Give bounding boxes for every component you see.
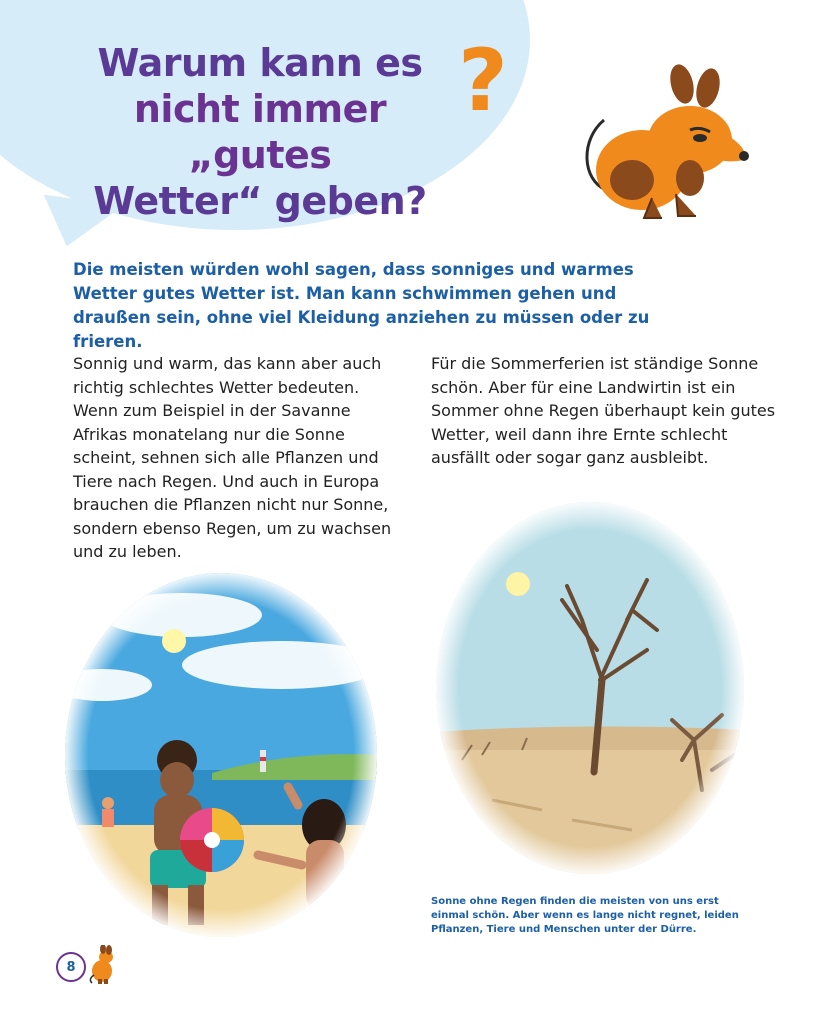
page-title	[60, 40, 460, 224]
mouse-character-illustration	[572, 60, 762, 230]
image-caption: Sonne ohne Regen finden die meisten von uns erst einmal schön. Aber wenn es lange nicht regnet, leiden Pflanzen, Tiere und Menschen unter der Dürre.	[431, 896, 739, 935]
body-text-right: Für die Sommerferien ist ständige Sonne schön. Aber für eine Landwirtin ist ein Sommer ohne Regen überhaupt kein gutes Wetter, weil dann ihre Ernte schlecht ausfällt oder sogar ganz ausbleibt.	[431, 354, 776, 467]
mouse-icon	[86, 945, 116, 985]
title-line-1: Warum kann es	[97, 41, 423, 85]
question-mark-icon: ?	[458, 31, 508, 131]
title-line-3: Wetter“ geben?	[93, 179, 427, 223]
body-text-left: Sonnig und warm, das kann aber auch richtig schlechtes Wetter bedeuten. Wenn zum Beispiel in der Savanne Afrikas monatelang nur die Sonne scheint, sehnen sich alle Pflanzen und Tiere nach Regen. Und auch in Europa brauchen die Pflanzen nicht nur Sonne, sondern ebenso Regen, um zu wachsen und zu leben.	[73, 354, 392, 561]
title-line-2: nicht immer „gutes	[133, 87, 387, 177]
page-number: 8	[56, 952, 86, 982]
drought-illustration	[432, 500, 748, 880]
intro-paragraph: Die meisten würden wohl sagen, dass sonniges und warmes Wetter gutes Wetter ist. Man kann schwimmen gehen und draußen sein, ohne viel Kleidung anziehen zu müssen oder zu frieren.	[73, 260, 650, 351]
beach-illustration	[62, 555, 380, 940]
